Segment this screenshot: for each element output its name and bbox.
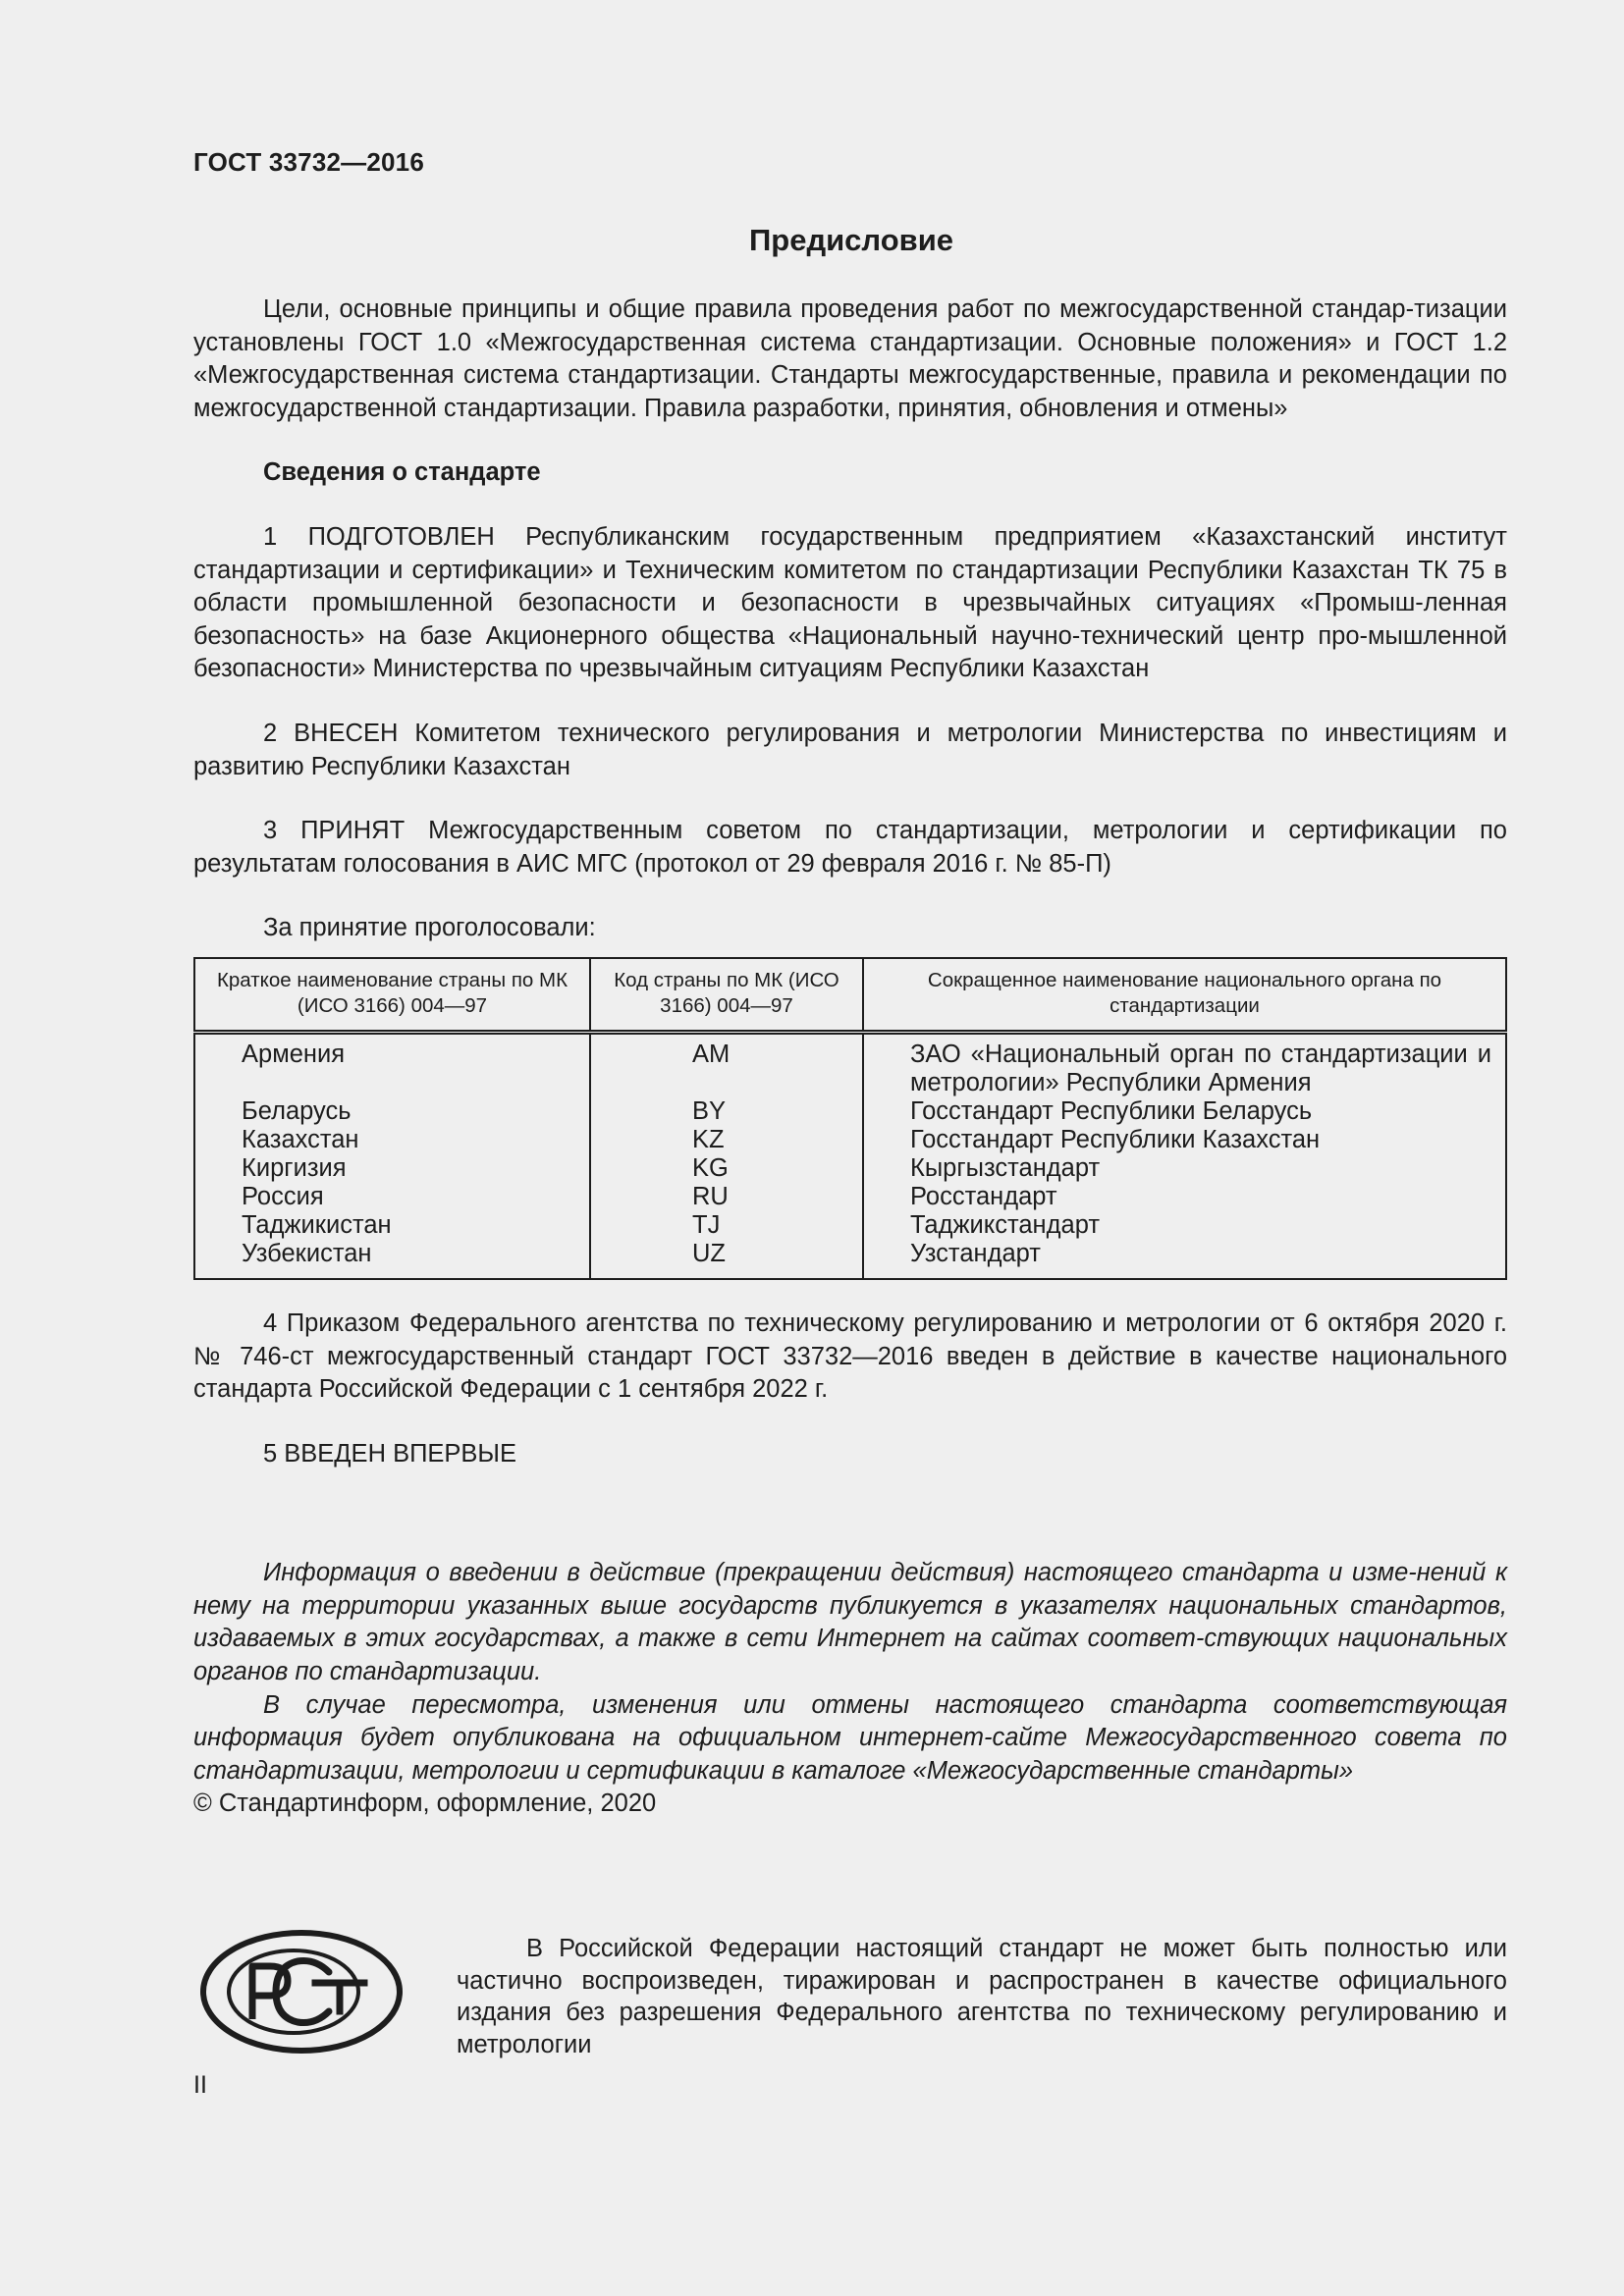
cell-code: BY [590,1097,863,1126]
cell-org: Узстандарт [863,1240,1506,1279]
notice-paragraph-1: Информация о введении в действие (прекращении действия) настоящего стандарта и изме-нений к нему на территории указанных выше государств публикуется в указателях национальных стандартов, издаваемых в этих государствах, а также в сети Интернет на сайтах соответ-ствующих национальных органов по стандартизации. [193,1559,1507,1686]
cell-country: Армения [242,1040,346,1068]
voting-countries-table [193,957,1507,1280]
cell-org: Госстандарт Республики Беларусь [863,1097,1506,1126]
table-row [194,1183,1506,1211]
main-content [193,294,1507,1821]
voted-label: За принятие проголосовали: [263,914,596,942]
rf-reproduction-notice [457,1933,1507,2060]
cell-code: UZ [590,1240,863,1279]
cell-org: Кыргызстандарт [863,1154,1506,1183]
page-number: II [193,2071,207,2099]
table-row [194,1240,1506,1279]
header-country-name: Краткое наименование страны по МК (ИСО 3166) 004—97 [194,958,590,1033]
standard-code: ГОСТ 33732—2016 [193,147,424,177]
cell-code: AM [590,1032,863,1097]
cell-org: Госстандарт Республики Казахстан [863,1126,1506,1154]
table-row [194,1097,1506,1126]
cell-code: KG [590,1154,863,1183]
rf-reproduction-text: В Российской Федерации настоящий стандарт не может быть полностью или частично воспроизведен, тиражирован и распространен в качестве официального издания без разрешения Федерального агентства по техническому регулированию и метрологии [457,1935,1507,2058]
cell-org: Росстандарт [863,1183,1506,1211]
page-title: Предисловие [748,223,953,257]
cell-country: Беларусь [242,1096,352,1125]
notice-paragraph-2: В случае пересмотра, изменения или отмены настоящего стандарта соответствующая информация будет опубликована на официальном интернет-сайте Межгосударственного совета по стандартизации, метрологии и сертификации в каталоге «Межгосударственные стандарты» [193,1690,1507,1785]
table-row [194,1211,1506,1240]
cell-country: Казахстан [242,1125,359,1153]
cell-country: Таджикистан [242,1210,392,1239]
cell-code: RU [590,1183,863,1211]
item-5-paragraph: 5 ВВЕДЕН ВПЕРВЫЕ [263,1439,517,1468]
cell-code: KZ [590,1126,863,1154]
table-header-row [194,958,1506,1033]
copyright-line: © Стандартинформ, оформление, 2020 [193,1789,657,1818]
table-row [194,1154,1506,1183]
item-2-paragraph: 2 ВНЕСЕН Комитетом технического регулирования и метрологии Министерства по инвестициям и развитию Республики Казахстан [193,719,1507,780]
table-row [194,1032,1506,1097]
cell-country: Киргизия [242,1153,347,1182]
cell-country: Узбекистан [242,1239,372,1267]
cell-country: Россия [242,1182,324,1210]
cell-org: ЗАО «Национальный орган по стандартизации и метрологии» Республики Армения [863,1032,1506,1097]
cell-code: TJ [590,1211,863,1240]
section-subheading: Сведения о стандарте [263,458,541,487]
rst-certification-mark-icon [199,1929,404,2055]
cell-org: Таджикстандарт [863,1211,1506,1240]
item-3-paragraph: 3 ПРИНЯТ Межгосударственным советом по стандартизации, метрологии и сертификации по результатам голосования в АИС МГС (протокол от 29 февраля 2016 г. № 85-П) [193,817,1507,878]
intro-paragraph: Цели, основные принципы и общие правила проведения работ по межгосударственной стандар-тизации установлены ГОСТ 1.0 «Межгосударственная система стандартизации. Основные положения» и ГОСТ 1.2 «Межгосударственная система стандартизации. Стандарты межгосударственные, правила и рекомендации по межгосударственной стандартизации. Правила разработки, принятия, обновления и отмены» [193,295,1507,422]
header-national-body: Сокращенное наименование национального органа по стандартизации [863,958,1506,1033]
header-country-code: Код страны по МК (ИСО 3166) 004—97 [590,958,863,1033]
item-1-paragraph: 1 ПОДГОТОВЛЕН Республиканским государственным предприятием «Казахстанский институт стандартизации и сертификации» и Техническим комитетом по стандартизации Республики Казахстан ТК 75 в области промышленной безопасности и безопасности в чрезвычайных ситуациях «Промыш-ленная безопасность» на базе Акционерного общества «Национальный научно-технический центр про-мышленной безопасности» Министерства по чрезвычайным ситуациям Республики Казахстан [193,522,1507,683]
table-row [194,1126,1506,1154]
item-4-paragraph: 4 Приказом Федерального агентства по техническому регулированию и метрологии от 6 октября 2020 г. № 746-ст межгосударственный стандарт ГОСТ 33732—2016 введен в действие в качестве национального стандарта Российской Федерации с 1 сентября 2022 г. [193,1308,1507,1404]
